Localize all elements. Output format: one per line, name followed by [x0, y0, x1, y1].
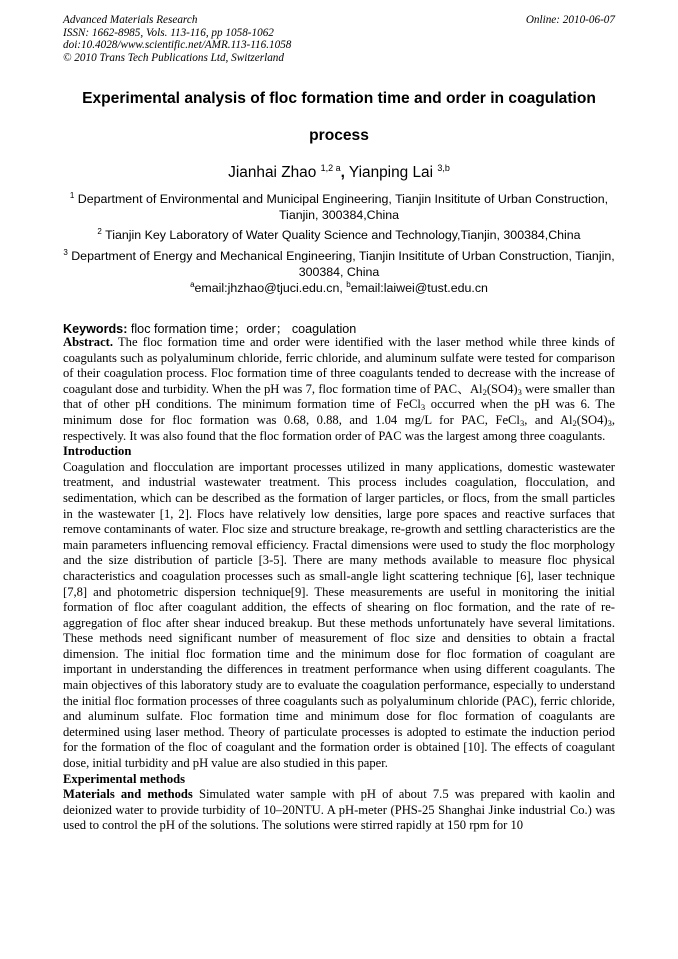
copyright-line: © 2010 Trans Tech Publications Ltd, Switzerland — [63, 51, 284, 64]
email-a[interactable]: email:jhzhao@tjuci.edu.cn, — [194, 281, 347, 295]
abstract-text-3: were smaller than that of other pH conditions. The minimum formation time of FeCl — [63, 381, 616, 412]
affiliation-3 — [63, 245, 615, 280]
author-1-name: Jianhai Zhao — [228, 164, 317, 181]
abstract-label: Abstract. — [63, 335, 114, 349]
methods-paragraph — [63, 787, 615, 834]
abstract-sub: 2 — [482, 386, 487, 397]
affiliation-1 — [63, 188, 615, 223]
abstract-text-7: , respectively. It was also found that the floc formation order of PAC was the largest among three coagulants. — [63, 412, 615, 443]
abstract-text-5: , and Al — [524, 412, 573, 427]
affiliation-3-text: Department of Energy and Mechanical Engineering, Tianjin Insititute of Urban Construction, Tianjin, 300384, China — [71, 249, 615, 279]
email-b[interactable]: email:laiwei@tust.edu.cn — [350, 281, 488, 295]
affiliation-1-text: Department of Environmental and Municipal Engineering, Tianjin Insititute of Urban Construction, Tianjin, 300384,China — [77, 192, 609, 222]
abstract-text-4: occurred when the pH was 6. The minimum dose for floc formation was 0.68, 0.88, and 1.04 mg/L for PAC, FeCl — [63, 397, 616, 427]
abstract-sub: 3 — [420, 402, 426, 413]
affiliation-2 — [63, 224, 615, 243]
methods-heading: Experimental methods — [63, 771, 186, 786]
author-2-name: Yianping Lai — [348, 164, 434, 181]
paper-body — [63, 335, 615, 834]
introduction-paragraph: Coagulation and flocculation are important processes utilized in many applications, domestic wastewater treatment, and industrial wastewater treatment. This process includes coagulation, flocculation, and sedimentation, which can be described as the formation of larger particles, or flocs, from the small particles in the wastewater [1, 2]. Flocs have relatively low densities, large pore spaces and reactive surfaces that remove contaminants of water. Floc size and structure breakage, re-growth and settling characteristics are the main parameters influencing removal efficiency. Fractal dimensions were used to study the floc morphology and the size distribution of particle [3-5]. There are many methods available to measure floc physical characteristics and coagulation processes such as small-angle light scattering technique [6], laser technique [7,8] and photometric dispersion technique[9]. These measurements are useful in monitoring the initial formation of floc after coagulant addition, the effects of shearing on floc formation, and the rate of re-aggregation of floc after shear induced breakup. But these methods unfortunately have several limitations. These methods need significant number of measurement of floc size and densities to obtain a fractal dimension. The initial floc formation time and the minimum dose for floc formation of coagulant are important in understanding the differences in treatment performance when using different coagulants. The main objectives of this laboratory study are to evaluate the coagulation performance, especially to understand the initial floc formation processes of three coagulants such as polyaluminum chloride (PAC), ferric chloride, and aluminum sulfate. Floc formation time and minimum dose for floc formation of coagulants are determined using laser method. Theory of particulate processes is adopted to estimate the induction period for the formation of the floc of coagulant and the formation order is obtained [10]. The effects of coagulant dose, initial turbidity and pH value are also studied in this paper. — [63, 459, 615, 771]
keywords-text: floc formation time；order； coagulation — [127, 322, 357, 336]
online-date: Online: 2010-06-07 — [525, 14, 615, 26]
issn-line: ISSN: 1662-8985, Vols. 113-116, pp 1058-1062 — [63, 26, 274, 39]
email-a-marker: a — [190, 280, 195, 289]
doi-line[interactable]: doi:10.4028/www.scientific.net/AMR.113-116.1058 — [63, 39, 292, 51]
affiliation-3-number: 3 — [63, 248, 68, 257]
author-separator: , — [340, 164, 345, 181]
methods-sublabel: Materials and methods — [63, 787, 193, 802]
paper-title — [63, 80, 615, 154]
journal-header — [63, 14, 615, 64]
abstract-text-6: (SO4) — [576, 412, 608, 427]
methods-text: Simulated water sample with pH of about 7.5 was prepared with kaolin and deionized water to provide turbidity of 10–20NTU. A pH-meter (PHS-25 Shanghai Jinke industrial Co.) was used to control the pH of the solutions. The solutions were stirred rapidly at 150 rpm for 10 — [63, 787, 615, 833]
abstract-sub: 3 — [517, 386, 522, 397]
affiliation-2-number: 2 — [97, 227, 102, 236]
journal-name: Advanced Materials Research — [63, 14, 198, 26]
title-line-2: process — [309, 127, 369, 144]
abstract-sub: 3 — [519, 417, 525, 428]
introduction-heading: Introduction — [63, 444, 132, 459]
email-b-marker: b — [346, 280, 351, 289]
author-1-affiliation: 1,2 a — [320, 163, 341, 173]
affiliation-1-number: 1 — [69, 191, 75, 200]
keywords-label: Keywords: — [63, 322, 128, 336]
author-emails — [63, 280, 615, 295]
affiliation-2-text: Tianjin Key Laboratory of Water Quality Science and Technology,Tianjin, 300384,China — [105, 228, 581, 242]
abstract-sub: 3 — [607, 417, 612, 428]
abstract-sub: 2 — [572, 417, 577, 428]
abstract-text-1: The floc formation time and order were identified with the laser method while three kinds of coagulants such as polyaluminum chloride, ferric chloride, and aluminum sulfate were tested for comparison of their coagulation process. Floc formation time of three coagulants tended to decrease with the increase of coagulant dose and turbidity. When the pH was 7, floc formation time of PAC、Al — [63, 335, 615, 396]
abstract-paragraph — [63, 335, 615, 444]
abstract-text-2: (SO4) — [486, 381, 518, 396]
author-list — [63, 163, 615, 182]
title-line-1: Experimental analysis of floc formation time and order in coagulation — [82, 90, 596, 107]
author-2-affiliation: 3,b — [437, 163, 450, 173]
